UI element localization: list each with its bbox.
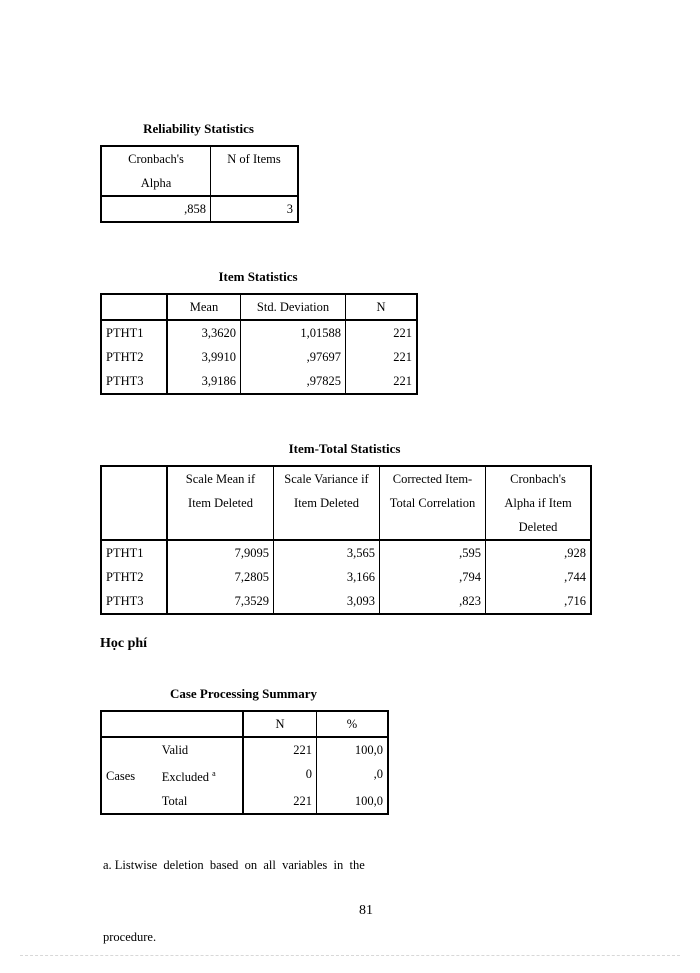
- footnote-marker: a: [212, 769, 216, 778]
- table-row: [101, 737, 388, 762]
- item-total-header-scale-mean: Scale Mean if Item Deleted: [167, 466, 274, 540]
- item-total-header-scale-variance: Scale Variance if Item Deleted: [274, 466, 380, 540]
- n-cell: 0: [243, 762, 317, 789]
- item-stats-header-sd: Std. Deviation: [241, 294, 346, 320]
- row-label: PTHT1: [101, 320, 167, 345]
- pct-cell: 100,0: [317, 737, 389, 762]
- item-total-header-corrected: Corrected Item- Total Correlation: [380, 466, 486, 540]
- scale-mean-cell: 7,3529: [167, 589, 274, 614]
- row-label: PTHT2: [101, 565, 167, 589]
- row-label: Total: [158, 789, 243, 814]
- row-label: PTHT3: [101, 369, 167, 394]
- n-cell: 221: [243, 789, 317, 814]
- reliability-title: Reliability Statistics: [143, 121, 254, 136]
- scale-variance-cell: 3,565: [274, 540, 380, 565]
- cases-group-label: Cases: [101, 737, 158, 814]
- mean-cell: 3,9910: [167, 345, 241, 369]
- item-total-table: [100, 465, 592, 615]
- scale-mean-cell: 7,9095: [167, 540, 274, 565]
- scale-variance-cell: 3,166: [274, 565, 380, 589]
- reliability-header-alpha: Cronbach's Alpha: [101, 146, 211, 196]
- sd-cell: ,97825: [241, 369, 346, 394]
- mean-cell: 3,9186: [167, 369, 241, 394]
- item-stats-title: Item Statistics: [218, 269, 298, 284]
- row-label: PTHT3: [101, 589, 167, 614]
- page-bottom-rule: [20, 955, 680, 956]
- sd-cell: ,97697: [241, 345, 346, 369]
- pct-cell: 100,0: [317, 789, 389, 814]
- reliability-alpha-value: ,858: [101, 196, 211, 222]
- table-row: [101, 369, 417, 394]
- corrected-corr-cell: ,595: [380, 540, 486, 565]
- row-label: PTHT1: [101, 540, 167, 565]
- table-row: [101, 589, 591, 614]
- section-heading: Học phí: [100, 636, 148, 651]
- alpha-deleted-cell: ,744: [486, 565, 592, 589]
- corrected-corr-cell: ,823: [380, 589, 486, 614]
- table-row: [101, 540, 591, 565]
- case-summary-corner: [101, 711, 243, 737]
- alpha-deleted-cell: ,716: [486, 589, 592, 614]
- n-cell: 221: [243, 737, 317, 762]
- scale-variance-cell: 3,093: [274, 589, 380, 614]
- case-summary-table: [100, 710, 389, 815]
- sd-cell: 1,01588: [241, 320, 346, 345]
- row-label: Excluded $^a$: [158, 762, 243, 789]
- case-summary-title: Case Processing Summary: [169, 686, 318, 701]
- alpha-deleted-cell: ,928: [486, 540, 592, 565]
- table-row: [101, 345, 417, 369]
- scale-mean-cell: 7,2805: [167, 565, 274, 589]
- row-label: PTHT2: [101, 345, 167, 369]
- pct-cell: ,0: [317, 762, 389, 789]
- row-label: Valid: [158, 737, 243, 762]
- item-stats-corner: [101, 294, 167, 320]
- table-row: [101, 565, 591, 589]
- item-stats-header-mean: Mean: [167, 294, 241, 320]
- mean-cell: 3,3620: [167, 320, 241, 345]
- n-cell: 221: [346, 320, 418, 345]
- corrected-corr-cell: ,794: [380, 565, 486, 589]
- reliability-table: [100, 145, 299, 223]
- case-summary-header-pct: %: [317, 711, 389, 737]
- table-row: [101, 320, 417, 345]
- case-summary-header-n: N: [243, 711, 317, 737]
- item-stats-table: [100, 293, 418, 395]
- item-total-header-alpha-deleted: Cronbach's Alpha if Item Deleted: [486, 466, 592, 540]
- reliability-items-value: 3: [211, 196, 299, 222]
- page-number: 81: [359, 903, 373, 918]
- reliability-header-items: N of Items: [211, 146, 299, 196]
- footnote-line-1: a. Listwise deletion based on all variables in the: [103, 858, 365, 872]
- footnote-line-2: procedure.: [103, 930, 157, 944]
- n-cell: 221: [346, 345, 418, 369]
- n-cell: 221: [346, 369, 418, 394]
- item-total-title: Item-Total Statistics: [288, 441, 401, 456]
- item-stats-header-n: N: [346, 294, 418, 320]
- case-summary-footnote: [103, 805, 393, 973]
- item-total-corner: [101, 466, 167, 540]
